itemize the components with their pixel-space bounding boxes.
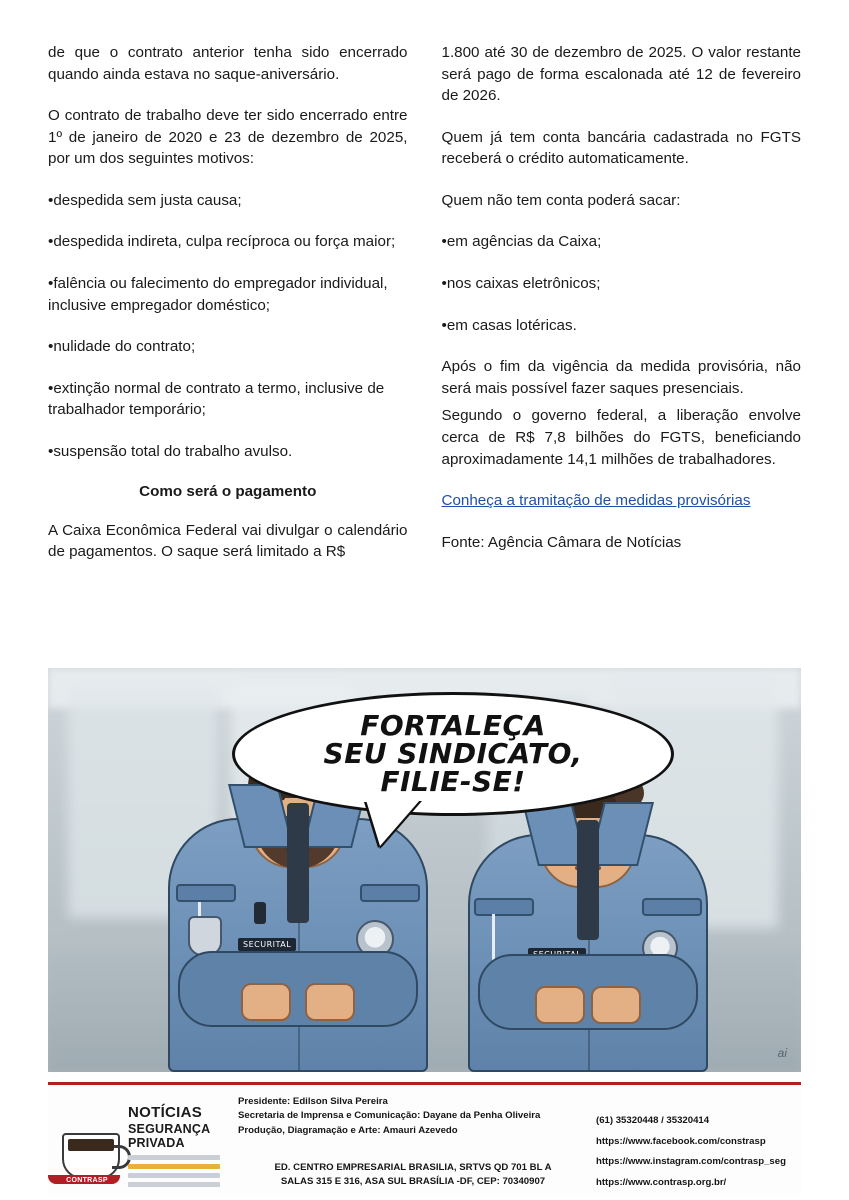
list-item: •em casas lotéricas. bbox=[441, 316, 577, 334]
list-item: •em agências da Caixa; bbox=[441, 233, 602, 251]
balloon-line-1: FORTALEÇA bbox=[360, 709, 546, 742]
contrasp-badge-label: CONTRASP bbox=[66, 1177, 108, 1184]
address-line-1: ED. CENTRO EMPRESARIAL BRASILIA, SRTVS QD 701 BL A bbox=[274, 1162, 552, 1173]
crossed-arms bbox=[478, 954, 699, 1030]
paragraph: de que o contrato anterior tenha sido encerrado quando ainda estava no saque-aniversário. bbox=[48, 44, 408, 83]
guard-female bbox=[468, 772, 708, 1072]
related-link-wrapper bbox=[442, 490, 802, 512]
left-column bbox=[48, 42, 408, 583]
paragraph: 1.800 até 30 de dezembro de 2025. O valor restante será pago de forma escalonada até 12 de fevereiro de 2026. bbox=[441, 44, 801, 105]
list-item: •extinção normal de contrato a termo, inclusive de trabalhador temporário; bbox=[48, 379, 385, 419]
radio-mic bbox=[254, 902, 266, 924]
balloon-tail bbox=[366, 800, 420, 846]
footer-logo-text bbox=[128, 1105, 210, 1150]
footer-contacts bbox=[596, 1111, 806, 1194]
union-campaign-illustration bbox=[48, 668, 801, 1072]
footer-address bbox=[238, 1161, 588, 1190]
logo-line-1: NOTÍCIAS bbox=[128, 1104, 203, 1121]
list-item: •despedida sem justa causa; bbox=[48, 191, 242, 209]
paragraph: O contrato de trabalho deve ter sido encerrado entre 1º de janeiro de 2020 e 23 de dezembro de 2025, por um dos seguintes motivos: bbox=[48, 107, 408, 168]
instagram-link[interactable]: https://www.instagram.com/contrasp_seg bbox=[596, 1156, 786, 1168]
logo-line-2: SEGURANÇA bbox=[128, 1121, 211, 1136]
hand-left bbox=[241, 983, 291, 1021]
artwork-watermark: ai bbox=[777, 1046, 787, 1060]
hand-left bbox=[535, 986, 585, 1024]
coffee-cup-icon bbox=[62, 1133, 120, 1179]
tramitacao-link[interactable]: Conheça a tramitação de medidas provisórias bbox=[441, 492, 751, 510]
list-item: •despedida indireta, culpa recíproca ou força maior; bbox=[48, 233, 396, 251]
list-item: •suspensão total do trabalho avulso. bbox=[48, 442, 293, 460]
facebook-link[interactable]: https://www.facebook.com/constrasp bbox=[596, 1135, 766, 1147]
address-line-2: SALAS 315 E 316, ASA SUL BRASÍLIA -DF, CEP: 70340907 bbox=[280, 1176, 546, 1188]
balloon-line-3: FILIE-SE! bbox=[380, 765, 526, 798]
credit-communication: Secretaria de Imprensa e Comunicação: Dayane da Penha Oliveira bbox=[238, 1110, 541, 1122]
epaulette-right bbox=[642, 898, 702, 916]
list-item: •nos caixas eletrônicos; bbox=[441, 275, 601, 293]
arm-patch bbox=[188, 916, 222, 956]
phone-numbers: (61) 35320448 / 35320414 bbox=[596, 1115, 710, 1126]
necktie bbox=[287, 803, 309, 923]
crossed-arms bbox=[178, 951, 417, 1027]
newspaper-icon bbox=[128, 1155, 220, 1195]
paragraph: Após o fim da vigência da medida provisória, não será mais possível fazer saques presenciais. bbox=[441, 358, 801, 397]
article-columns bbox=[48, 42, 801, 583]
paragraph: Quem não tem conta poderá sacar: bbox=[441, 191, 681, 209]
page-footer bbox=[48, 1082, 801, 1197]
logo-line-3: PRIVADA bbox=[128, 1135, 185, 1150]
paragraph: Segundo o governo federal, a liberação envolve cerca de R$ 7,8 bilhões do FGTS, beneficiando aproximadamente 14,1 milhões de trabalhadores. bbox=[441, 407, 801, 468]
hand-right bbox=[591, 986, 641, 1024]
paragraph: Quem já tem conta bancária cadastrada no FGTS receberá o crédito automaticamente. bbox=[441, 128, 801, 168]
name-patch: SECURITAL bbox=[238, 938, 296, 951]
source-line: Fonte: Agência Câmara de Notícias bbox=[441, 533, 682, 551]
newspaper-line bbox=[128, 1164, 220, 1169]
hand-right bbox=[305, 983, 355, 1021]
credit-president: Presidente: Edilson Silva Pereira bbox=[238, 1096, 388, 1107]
newspaper-line bbox=[128, 1155, 220, 1160]
speech-balloon bbox=[232, 692, 674, 816]
website-link[interactable]: https://www.contrasp.org.br/ bbox=[596, 1176, 727, 1188]
footer-credits bbox=[238, 1095, 568, 1138]
paragraph: A Caixa Econômica Federal vai divulgar o calendário de pagamentos. O saque será limitado a R$ bbox=[48, 521, 408, 561]
right-column bbox=[442, 42, 802, 583]
guard-female-body bbox=[468, 772, 708, 1072]
credit-production: Produção, Diagramação e Arte: Amauri Azevedo bbox=[238, 1124, 458, 1136]
list-item: •nulidade do contrato; bbox=[48, 338, 196, 356]
balloon-line-2: SEU SINDICATO, bbox=[323, 737, 583, 770]
epaulette-left bbox=[176, 884, 236, 902]
newspaper-line bbox=[128, 1173, 220, 1178]
list-item: •falência ou falecimento do empregador individual, inclusive empregador doméstico; bbox=[48, 275, 388, 314]
footer-logo bbox=[54, 1091, 224, 1193]
necktie bbox=[577, 820, 599, 940]
epaulette-right bbox=[360, 884, 420, 902]
newspaper-line bbox=[128, 1182, 220, 1187]
section-heading: Como será o pagamento bbox=[139, 482, 317, 500]
